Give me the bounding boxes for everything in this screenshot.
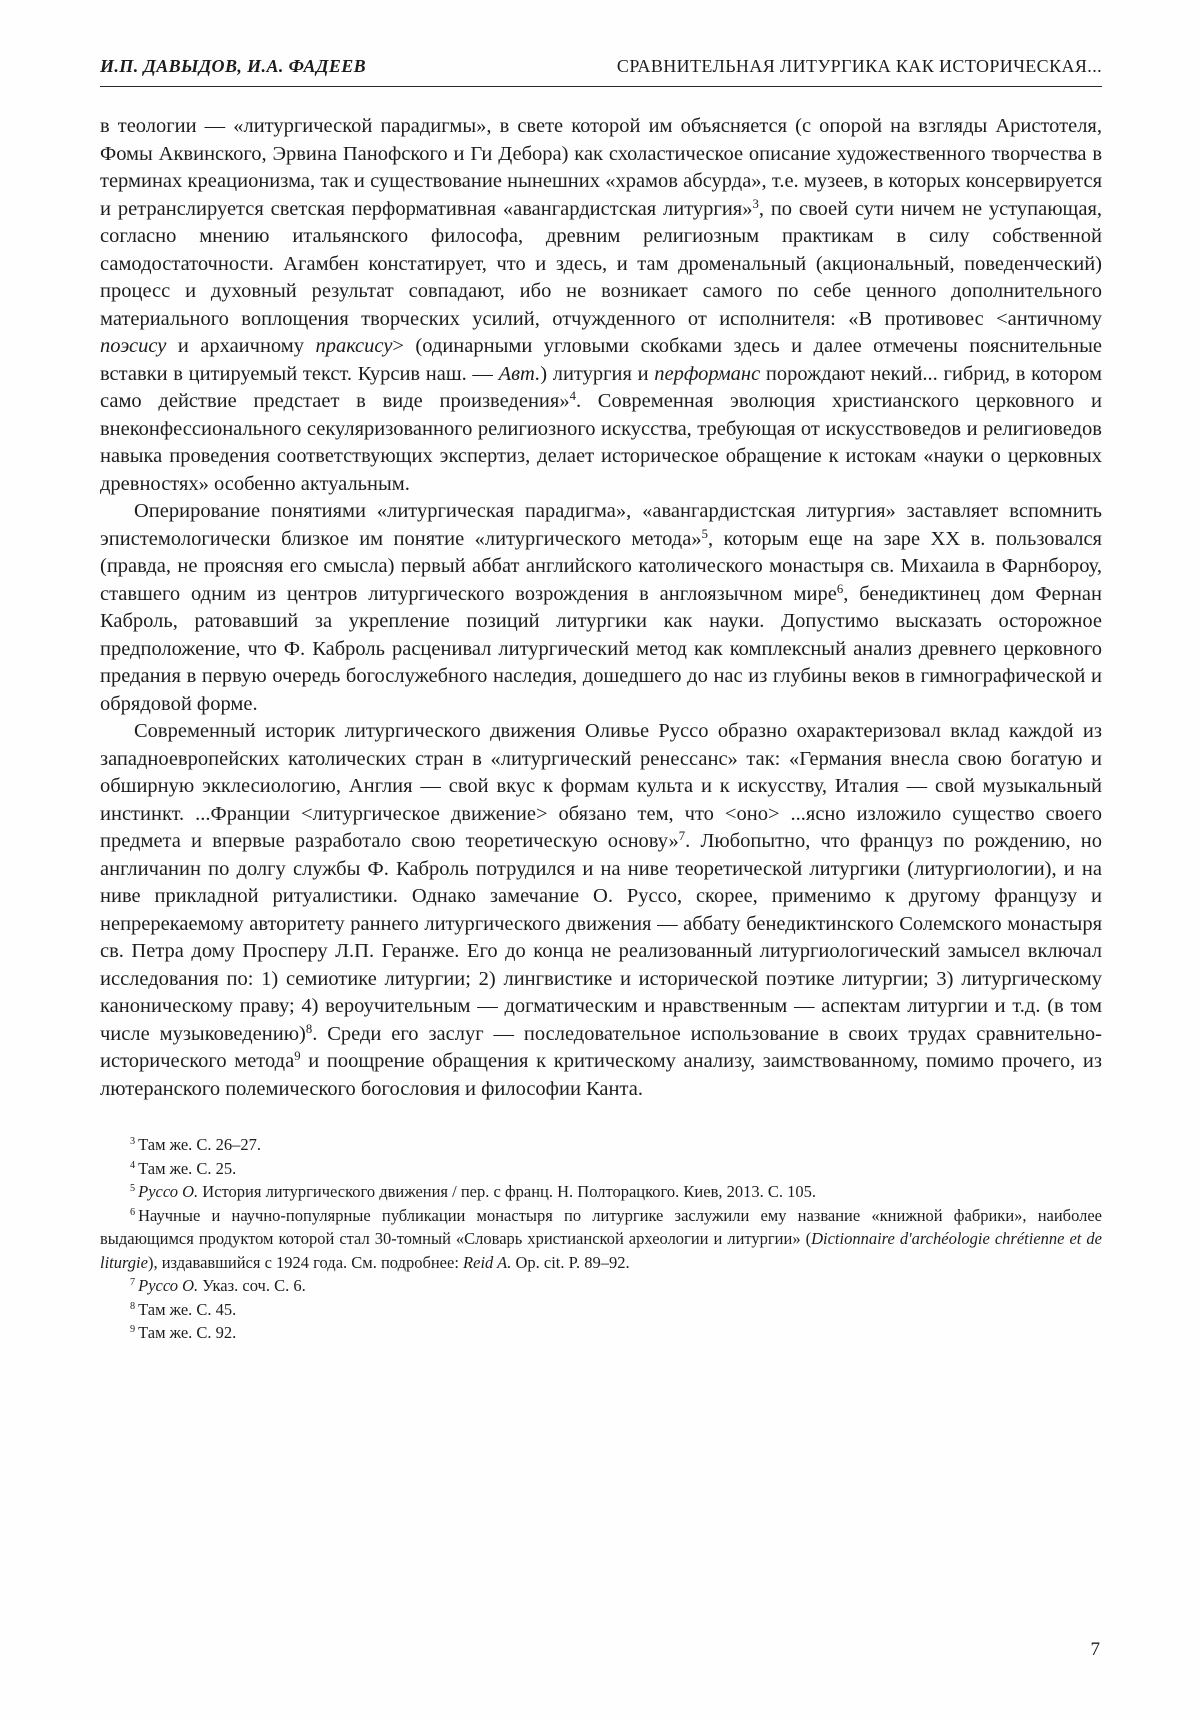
text-segment: Научные и научно-популярные публикации монастыря по литургике заслужили ему название «книжной фабрики», наиболее выдающимся продуктом которой стал 30-томный «Словарь христианской археологии и литургии» ( — [100, 1205, 1102, 1248]
running-head-authors: И.П. ДАВЫДОВ, И.А. ФАДЕЕВ — [100, 56, 367, 76]
footnote-ref: 6 — [836, 581, 844, 596]
text-segment-italic: Авт. — [498, 362, 541, 385]
text-segment: , бенедиктинец дом Фернан Каброль, ратовавший за укрепление позиций литургики как науки. Допустимо высказать осторожное предположение, что Ф. Каброль расценивал литургический метод как комплексный анализ древнего церковного предания в первую очередь богослужебного наследия, дошедшего до нас из глубины веков в гимнографической и обрядовой форме. — [100, 582, 1102, 715]
text-segment: , по своей сути ничем не уступающая, согласно мнению итальянского философа, древним религиозным практикам в силу собственной самодостаточности. Агамбен констатирует, что и здесь, и там дроменальный (акциональный, поведенческий) процесс и духовный результат совпадают, ибо не возникает самого по себе ценного дополнительного материального воплощения творческих усилий, отчужденного от исполнителя: «В противовес <античному — [100, 197, 1102, 330]
footnote-ref: 3 — [752, 196, 759, 211]
text-segment: Op. cit. P. 89–92. — [511, 1252, 630, 1272]
footnote-number: 8 — [130, 1300, 136, 1312]
footnote — [100, 1157, 1102, 1181]
text-segment-italic: Dictionnaire d'archéologie chrétienne et de liturgie — [100, 1229, 1102, 1272]
text-segment-italic: Руссо О. — [138, 1276, 199, 1295]
text-segment: порождают некий... гибрид, в котором само действие предстает в виде произведения» — [100, 362, 1102, 412]
footnote — [100, 1321, 1102, 1345]
page-number: 7 — [1090, 1639, 1100, 1660]
text-segment: , которым еще на заре XX в. пользовался (правда, не проясняя его смысла) первый аббат английского католического монастыря св. Михаила в Фарнбороу, ставшего одним из центров литургического возрождения в англоязычном мире — [100, 527, 1102, 605]
footnote — [100, 1298, 1102, 1322]
footnote-ref: 8 — [305, 1021, 313, 1036]
footnote-number: 9 — [130, 1324, 136, 1336]
footnote-ref: 4 — [569, 389, 576, 404]
text-segment: Там же. С. 26–27. — [138, 1135, 262, 1154]
text-segment-italic: праксису — [315, 335, 393, 357]
text-segment: История литургического движения / пер. с франц. Н. Полторацкого. Киев, 2013. С. 105. — [198, 1182, 816, 1201]
text-segment: и архаичному — [166, 335, 316, 357]
text-segment: > (одинарными угловыми скобками здесь и далее отмечены пояснительные вставки в цитируемый текст. Курсив наш. — — [100, 335, 1103, 385]
footnote — [100, 1133, 1102, 1157]
text-segment: Современный историк литургического движения Оливье Руссо образно охарактеризовал вклад каждой из западноевропейских католических стран в «литургический ренессанс» так: «Германия внесла свою богатую и обширную экклесиологию, Англия — свой вкус к формам культа и к искусству, Италия — свой музыкальный инстинкт. ...Франции <литургическое движение> обязано тем, что <оно> ...ясно изложило существо своего предмета и впервые разработало свою теоретическую основу» — [100, 720, 1102, 852]
text-segment-italic: перформанс — [654, 362, 761, 385]
footnotes-list — [100, 1133, 1102, 1345]
text-segment: ), издававшийся с 1924 года. См. подробнее: — [147, 1252, 464, 1272]
footnote — [100, 1204, 1102, 1275]
text-segment: Там же. С. 25. — [138, 1158, 237, 1178]
page-content — [100, 56, 1102, 1345]
footnote — [100, 1180, 1102, 1204]
text-segment: ) литургия и — [540, 362, 655, 385]
text-segment: Оперирование понятиями «литургическая парадигма», «авангардистская литургия» заставляет вспомнить эпистемологически близкое им понятие «литургического метода» — [100, 500, 1102, 550]
text-segment: Там же. С. 92. — [138, 1323, 237, 1342]
text-segment: . Среди его заслуг — последовательное использование в своих трудах сравнительно-исторического метода — [100, 1022, 1102, 1072]
footnote-ref: 9 — [294, 1049, 301, 1064]
paragraph — [100, 113, 1102, 498]
footnote-number: 3 — [130, 1136, 136, 1148]
body-paragraphs — [100, 113, 1102, 1103]
footnote — [100, 1274, 1102, 1298]
footnote-ref: 7 — [678, 829, 686, 844]
footnote-number: 4 — [130, 1159, 136, 1171]
text-segment: и поощрение обращения к критическому анализу, заимствованному, помимо прочего, из лютеранского полемического богословия и философии Канта. — [100, 1050, 1103, 1100]
footnote-ref: 5 — [701, 526, 708, 541]
text-segment: . Современная эволюция христианского церковного и внеконфессионального секуляризованного религиозного искусства, требующая от искусствоведов и религиоведов навыка проведения соответствующих экспертиз, делает историческое обращение к истокам «науки о церковных древностях» особенно актуальным. — [100, 390, 1102, 495]
footnote-number: 6 — [130, 1206, 136, 1218]
paragraph — [100, 718, 1102, 1103]
text-segment-italic: Руссо О. — [138, 1182, 199, 1201]
running-head — [100, 56, 1102, 87]
footnote-number: 5 — [130, 1183, 136, 1195]
text-segment: в теологии — «литургической парадигмы», в свете которой им объясняется (с опорой на взгляды Аристотеля, Фомы Аквинского, Эрвина Панофского и Ги Дебора) как схоластическое описание художественного творчества в терминах креационизма, так и существование нынешних «храмов абсурда», т.е. музеев, в которых консервируется и ретранслируется светская перформативная «авангардистская литургия» — [100, 115, 1102, 220]
paragraph — [100, 498, 1102, 718]
text-segment-italic: поэсису — [100, 335, 167, 357]
text-segment: Указ. соч. С. 6. — [198, 1276, 306, 1295]
text-segment: Там же. С. 45. — [138, 1299, 237, 1319]
footnote-number: 7 — [130, 1277, 136, 1289]
text-segment-italic: Reid A. — [463, 1252, 512, 1272]
running-head-title: СРАВНИТЕЛЬНАЯ ЛИТУРГИКА КАК ИСТОРИЧЕСКАЯ... — [616, 56, 1102, 76]
text-segment: . Любопытно, что француз по рождению, но англичанин по долгу службы Ф. Каброль потрудился и на ниве теоретической литургики (литургиологии), и на ниве прикладной ритуалистики. Однако замечание О. Руссо, скорее, применимо к другому французу и непререкаемому авторитету раннего литургического движения — аббату бенедиктинского Солемского монастыря св. Петра дому Просперу Л.П. Геранже. Его до конца не реализованный литургиологический замысел включал исследования по: 1) семиотике литургии; 2) лингвистике и исторической поэтике литургии; 3) литургическому каноническому праву; 4) вероучительным — догматическим и нравственным — аспектам литургии и т.д. (в том числе музыковедению) — [100, 830, 1102, 1045]
